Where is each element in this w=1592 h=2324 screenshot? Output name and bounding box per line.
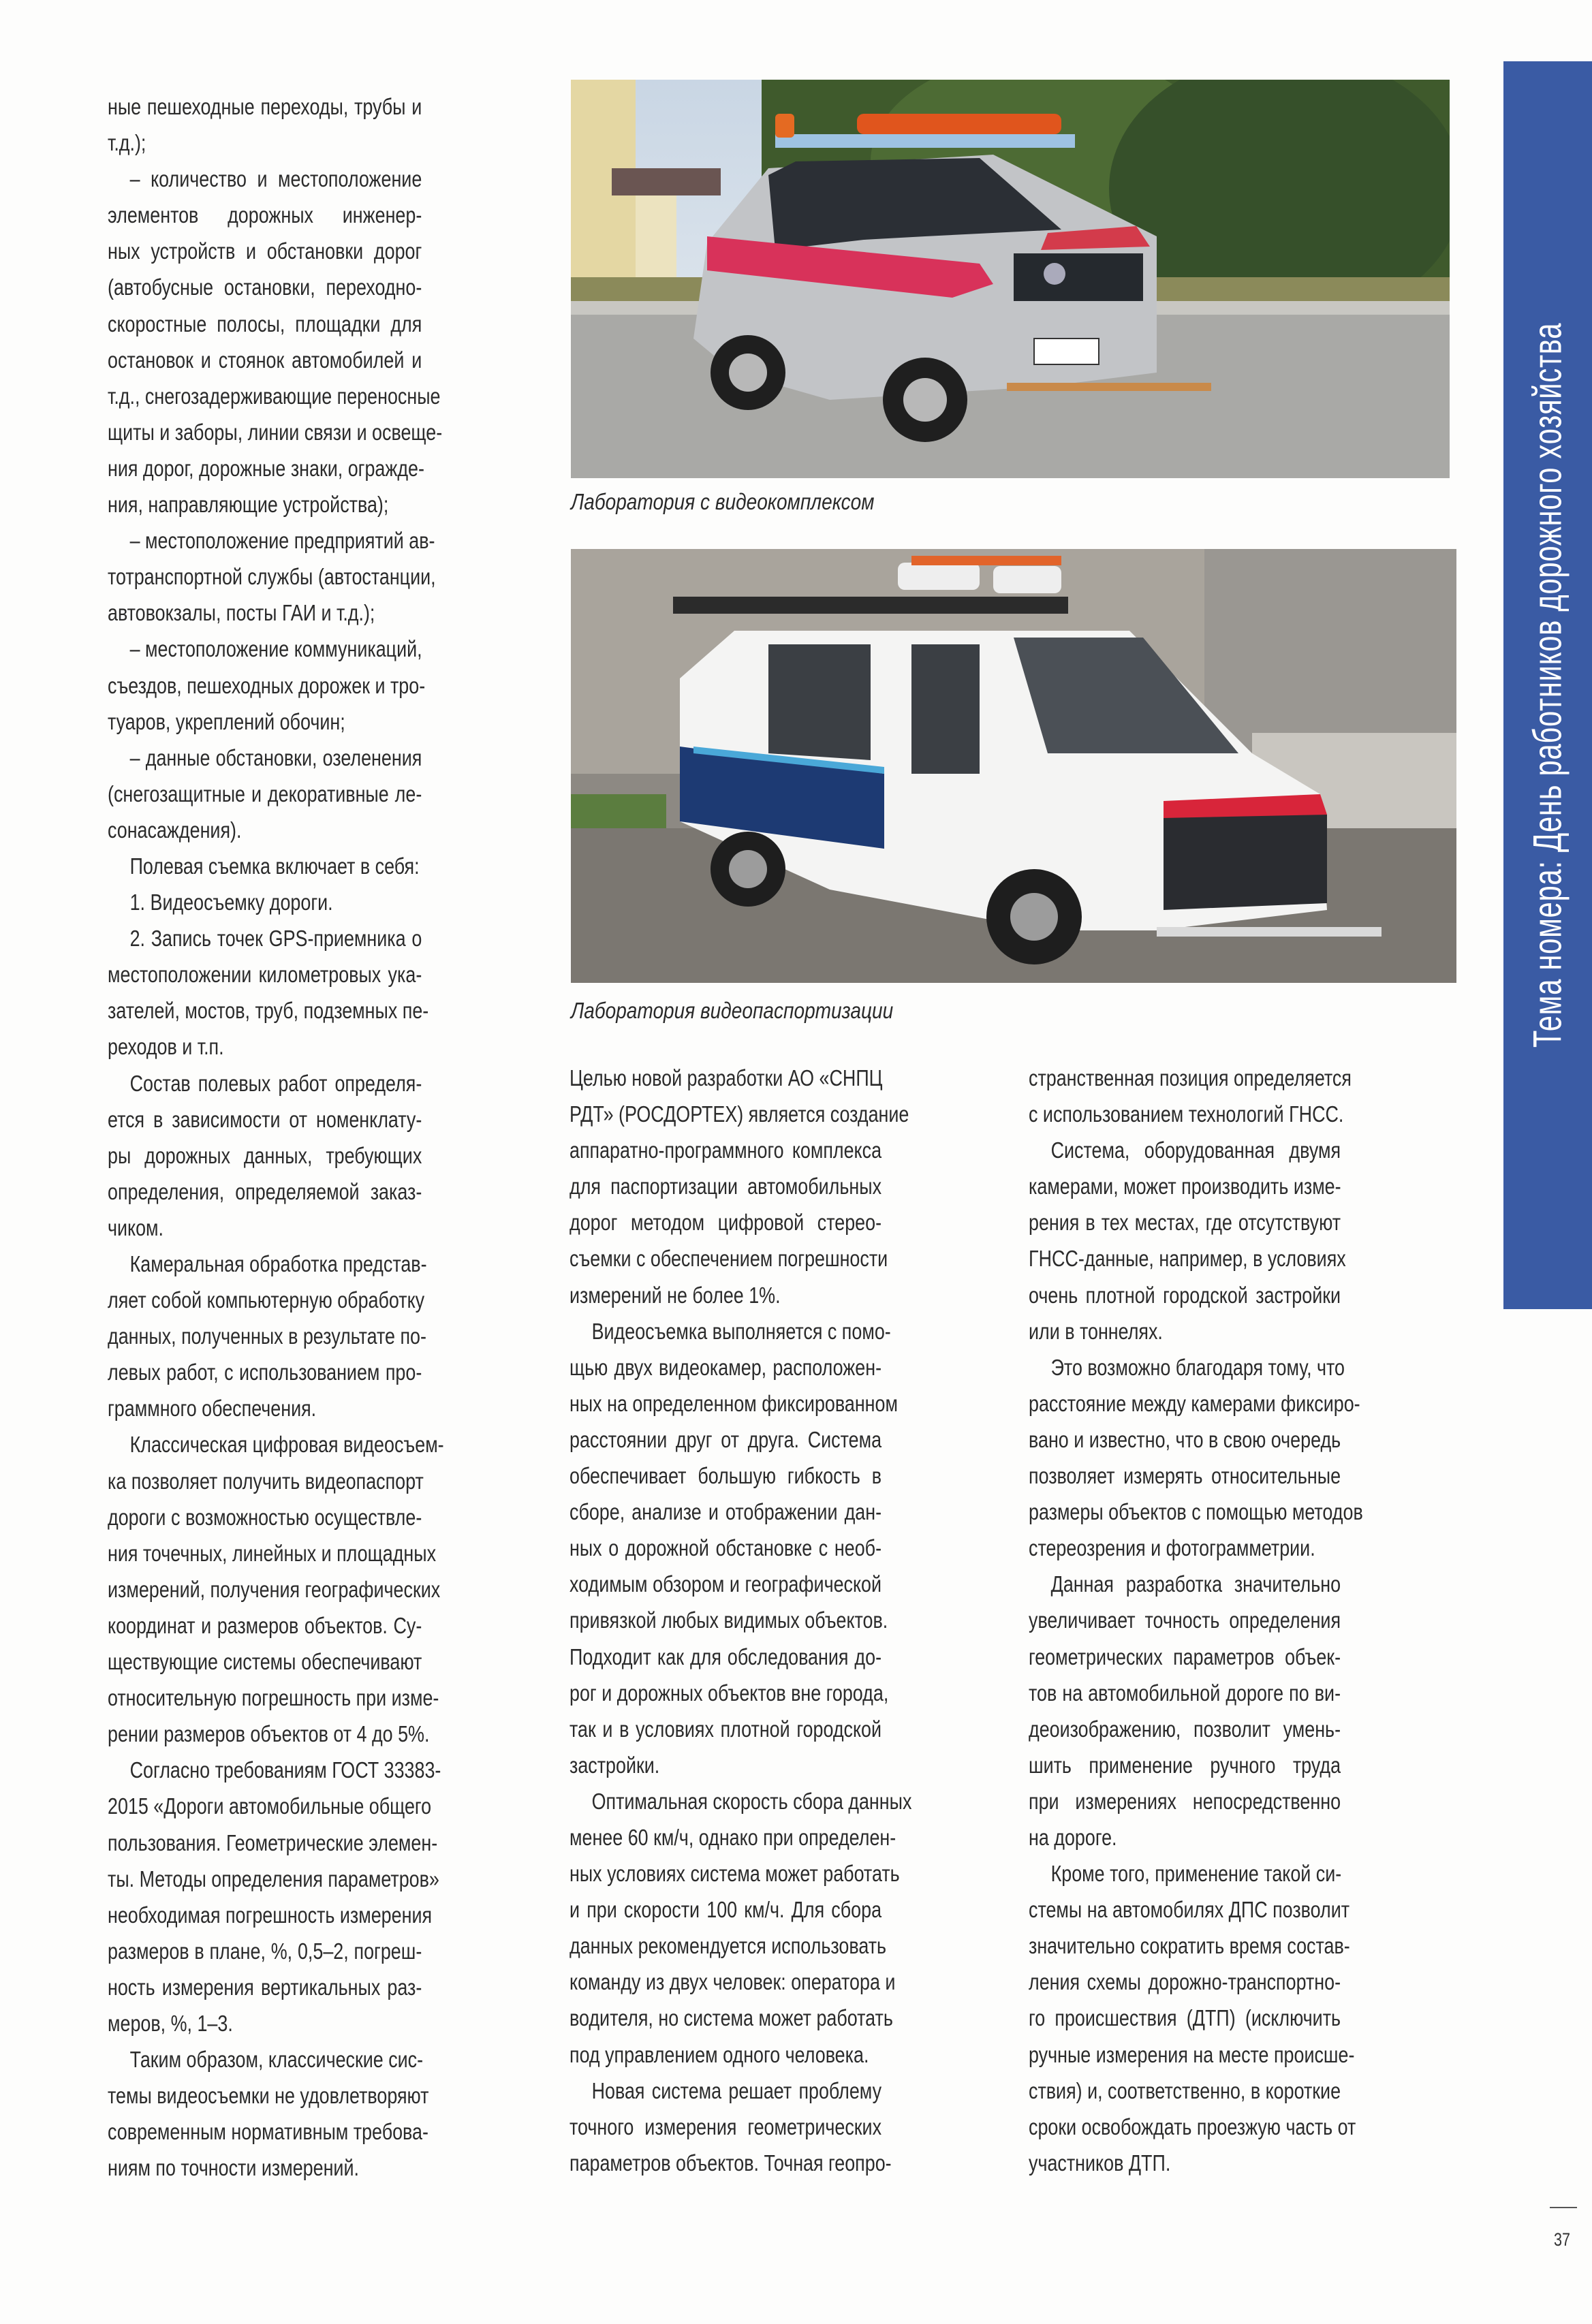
text-line: под управлением одного человека. [569, 2041, 869, 2067]
photo-van-laboratory [571, 549, 1456, 983]
text-line: так и в условиях плотной городской [569, 1716, 882, 1742]
text-line: т.д., снегозадерживающие переносные [108, 383, 441, 409]
text-line: точного измерения геометрических [569, 2114, 882, 2139]
text-line: Оптимальная скорость сбора данных [591, 1788, 912, 1814]
text-line: необходимая погрешность измерения [108, 1902, 433, 1928]
text-line: пользования. Геометрические элемен- [108, 1830, 438, 1855]
text-line: координат и размеров объектов. Су- [108, 1612, 422, 1638]
text-line: скоростные полосы, площадки для [108, 311, 422, 336]
text-line: рении размеров объектов от 4 до 5%. [108, 1721, 430, 1747]
text-line: относительную погрешность при изме- [108, 1685, 439, 1711]
page-number: 37 [1554, 2229, 1571, 2250]
text-line: 2. Запись точек GPS-приемника о [129, 926, 422, 952]
text-line: ния точечных, линейных и площадных [108, 1540, 437, 1566]
text-line: при измерениях непосредственно [1029, 1788, 1341, 1814]
text-line: реходов и т.п. [108, 1034, 224, 1060]
text-line: ных условиях система может работать [569, 1861, 900, 1887]
text-line: сроки освобождать проезжую часть от [1029, 2114, 1356, 2139]
text-line: – количество и местоположение [129, 166, 422, 192]
text-line: Новая система решает проблему [591, 2077, 882, 2103]
text-line: – данные обстановки, озеленения [129, 744, 422, 770]
text-line: данных, полученных в результате по- [108, 1323, 426, 1349]
text-line: и при скорости 100 км/ч. Для сбора [569, 1897, 882, 1923]
van-laboratory-image [571, 549, 1456, 983]
text-line: ка позволяет получить видеопаспорт [108, 1468, 424, 1494]
text-line: деоизображению, позволит умень- [1029, 1716, 1341, 1742]
text-line: привязкой любых видимых объектов. [569, 1607, 888, 1633]
text-line: ществующие системы обеспечивают [108, 1649, 422, 1675]
text-line: щью двух видеокамер, расположен- [569, 1354, 882, 1380]
text-line: ниям по точности измерений. [108, 2155, 359, 2181]
section-title: Тема номера: День работников дорожного хозяйства [1525, 322, 1570, 1048]
text-line: элементов дорожных инженер- [108, 202, 422, 228]
text-line: данных рекомендуется использовать [569, 1933, 887, 1959]
text-line: ных о дорожной обстановке с необ- [569, 1535, 882, 1561]
text-line: ных на определенном фиксированном [569, 1390, 898, 1416]
text-line: (автобусные остановки, переходно- [108, 274, 422, 300]
text-line: шить применение ручного труда [1029, 1752, 1341, 1778]
text-line: ляет собой компьютерную обработку [108, 1287, 425, 1313]
text-line: автовокзалы, посты ГАИ и т.д.); [108, 600, 375, 626]
text-line: размеров в плане, %, 0,5–2, погреш- [108, 1938, 422, 1964]
text-line: ется в зависимости от номенклату- [108, 1106, 422, 1132]
text-line: камерами, может производить изме- [1029, 1174, 1341, 1199]
text-line: дороги с возможностью осуществле- [108, 1504, 422, 1530]
text-line: ручные измерения на месте происше- [1029, 2041, 1355, 2067]
text-line: Таким образом, классические сис- [129, 2047, 424, 2073]
text-line: щиты и заборы, линии связи и освеще- [108, 419, 443, 445]
text-line: ГНСС-данные, например, в условиях [1029, 1246, 1346, 1272]
text-line: зателей, мостов, труб, подземных пе- [108, 998, 429, 1024]
text-line: Состав полевых работ определя- [129, 1070, 422, 1096]
text-line: РДТ» (РОСДОРТЕХ) является создание [569, 1101, 909, 1127]
text-line: Полевая съемка включает в себя: [129, 853, 420, 879]
section-sidebar [1503, 61, 1592, 1309]
text-line: сборе, анализе и отображении дан- [569, 1499, 882, 1525]
text-line: остановок и стоянок автомобилей и [108, 347, 422, 373]
text-line: – местоположение коммуникаций, [129, 636, 422, 662]
text-line: Данная разработка значительно [1050, 1571, 1341, 1597]
text-line: т.д.); [108, 130, 146, 156]
text-line: геометрических параметров объек- [1029, 1644, 1341, 1669]
text-line: параметров объектов. Точная геопро- [569, 2150, 892, 2176]
text-line: ты. Методы определения параметров» [108, 1866, 439, 1891]
text-line: странственная позиция определяется [1029, 1065, 1352, 1090]
text-line: участников ДТП. [1029, 2150, 1171, 2176]
text-line: аппаратно-программного комплекса [569, 1137, 882, 1163]
text-line: Это возможно благодаря тому, что [1050, 1354, 1345, 1380]
text-line: туаров, укреплений обочин; [108, 708, 345, 734]
text-line: команду из двух человек: оператора и [569, 1969, 896, 1995]
text-line: дорог методом цифровой стерео- [569, 1210, 882, 1236]
text-line: Классическая цифровая видеосъем- [129, 1432, 444, 1458]
text-line: Подходит как для обследования до- [569, 1644, 882, 1669]
text-line: с использованием технологий ГНСС. [1029, 1101, 1344, 1127]
text-line: Кроме того, применение такой си- [1050, 1861, 1342, 1887]
text-line: чиком. [108, 1214, 164, 1240]
text-line: расстоянии друг от друга. Система [569, 1426, 882, 1452]
text-line: или в тоннелях. [1029, 1318, 1163, 1344]
text-line: на дороге. [1029, 1824, 1117, 1850]
footer-rule [1550, 2207, 1577, 2208]
text-line: Камеральная обработка представ- [129, 1251, 427, 1276]
text-column-right [1029, 1060, 1411, 2181]
text-line: го происшествия (ДТП) (исключить [1029, 2005, 1341, 2031]
text-line: значительно сократить время состав- [1029, 1933, 1350, 1959]
text-line: темы видеосъемки не удовлетворяют [108, 2083, 429, 2109]
text-line: позволяет измерять относительные [1029, 1463, 1341, 1489]
text-column-middle [569, 1060, 952, 2181]
text-line: Видеосъемка выполняется с помо- [591, 1318, 891, 1344]
text-line: для паспортизации автомобильных [569, 1174, 882, 1199]
text-line: съездов, пешеходных дорожек и тро- [108, 672, 426, 698]
text-line: (снегозащитные и декоративные ле- [108, 781, 422, 806]
photo-suv-laboratory [571, 80, 1450, 478]
text-line: съемки с обеспечением погрешности [569, 1246, 888, 1272]
text-line: Согласно требованиям ГОСТ 33383- [129, 1757, 441, 1783]
text-line: 1. Видеосъемку дороги. [129, 890, 333, 915]
text-line: стемы на автомобилях ДПС позволит [1029, 1897, 1350, 1923]
text-line: Целью новой разработки АО «СНПЦ [569, 1065, 883, 1090]
text-line: граммного обеспечения. [108, 1396, 317, 1422]
text-line: – местоположение предприятий ав- [129, 528, 435, 554]
text-line: ные пешеходные переходы, трубы и [108, 94, 422, 119]
text-line: определения, определяемой заказ- [108, 1178, 422, 1204]
text-line: местоположении километровых ука- [108, 962, 422, 988]
text-line: левых работ, с использованием про- [108, 1360, 422, 1385]
text-line: 2015 «Дороги автомобильные общего [108, 1793, 432, 1819]
text-line: Система, оборудованная двумя [1050, 1137, 1341, 1163]
text-line: ры дорожных данных, требующих [108, 1142, 422, 1168]
suv-laboratory-image [571, 80, 1450, 478]
text-line: современным нормативным требова- [108, 2119, 428, 2145]
text-line: обеспечивает большую гибкость в [569, 1463, 882, 1489]
text-line: рог и дорожных объектов вне города, [569, 1680, 889, 1706]
text-line: ления схемы дорожно-транспортно- [1029, 1969, 1341, 1995]
text-line: сонасаждения). [108, 817, 242, 843]
text-line: ных устройств и обстановки дорог [108, 238, 422, 264]
text-line: размеры объектов с помощью методов [1029, 1499, 1363, 1525]
text-line: рения в тех местах, где отсутствуют [1029, 1210, 1341, 1236]
text-line: менее 60 км/ч, однако при определен- [569, 1824, 896, 1850]
text-line: измерений не более 1%. [569, 1282, 781, 1308]
text-line: расстояние между камерами фиксиро- [1029, 1390, 1360, 1416]
text-line: застройки. [569, 1752, 660, 1778]
text-line: ходимым обзором и географической [569, 1571, 882, 1597]
text-line: вано и известно, что в свою очередь [1029, 1426, 1341, 1452]
text-line: тотранспортной службы (автостанции, [108, 564, 436, 590]
text-line: ния дорог, дорожные знаки, огражде- [108, 455, 424, 481]
text-line: меров, %, 1–3. [108, 2010, 233, 2036]
text-column-left [108, 89, 493, 2186]
text-line: измерений, получения географических [108, 1576, 441, 1602]
text-line: ствия) и, соответственно, в короткие [1029, 2077, 1341, 2103]
text-line: водителя, но система может работать [569, 2005, 893, 2031]
text-line: очень плотной городской застройки [1029, 1282, 1341, 1308]
photo-caption: Лаборатория с видеокомплексом [571, 489, 875, 514]
photo-caption: Лаборатория видеопаспортизации [571, 998, 894, 1023]
text-line: ность измерения вертикальных раз- [108, 1974, 422, 2000]
text-line: тов на автомобильной дороге по ви- [1029, 1680, 1341, 1706]
text-line: увеличивает точность определения [1029, 1607, 1341, 1633]
text-line: ния, направляющие устройства); [108, 492, 389, 518]
text-line: стереозрения и фотограмметрии. [1029, 1535, 1315, 1561]
